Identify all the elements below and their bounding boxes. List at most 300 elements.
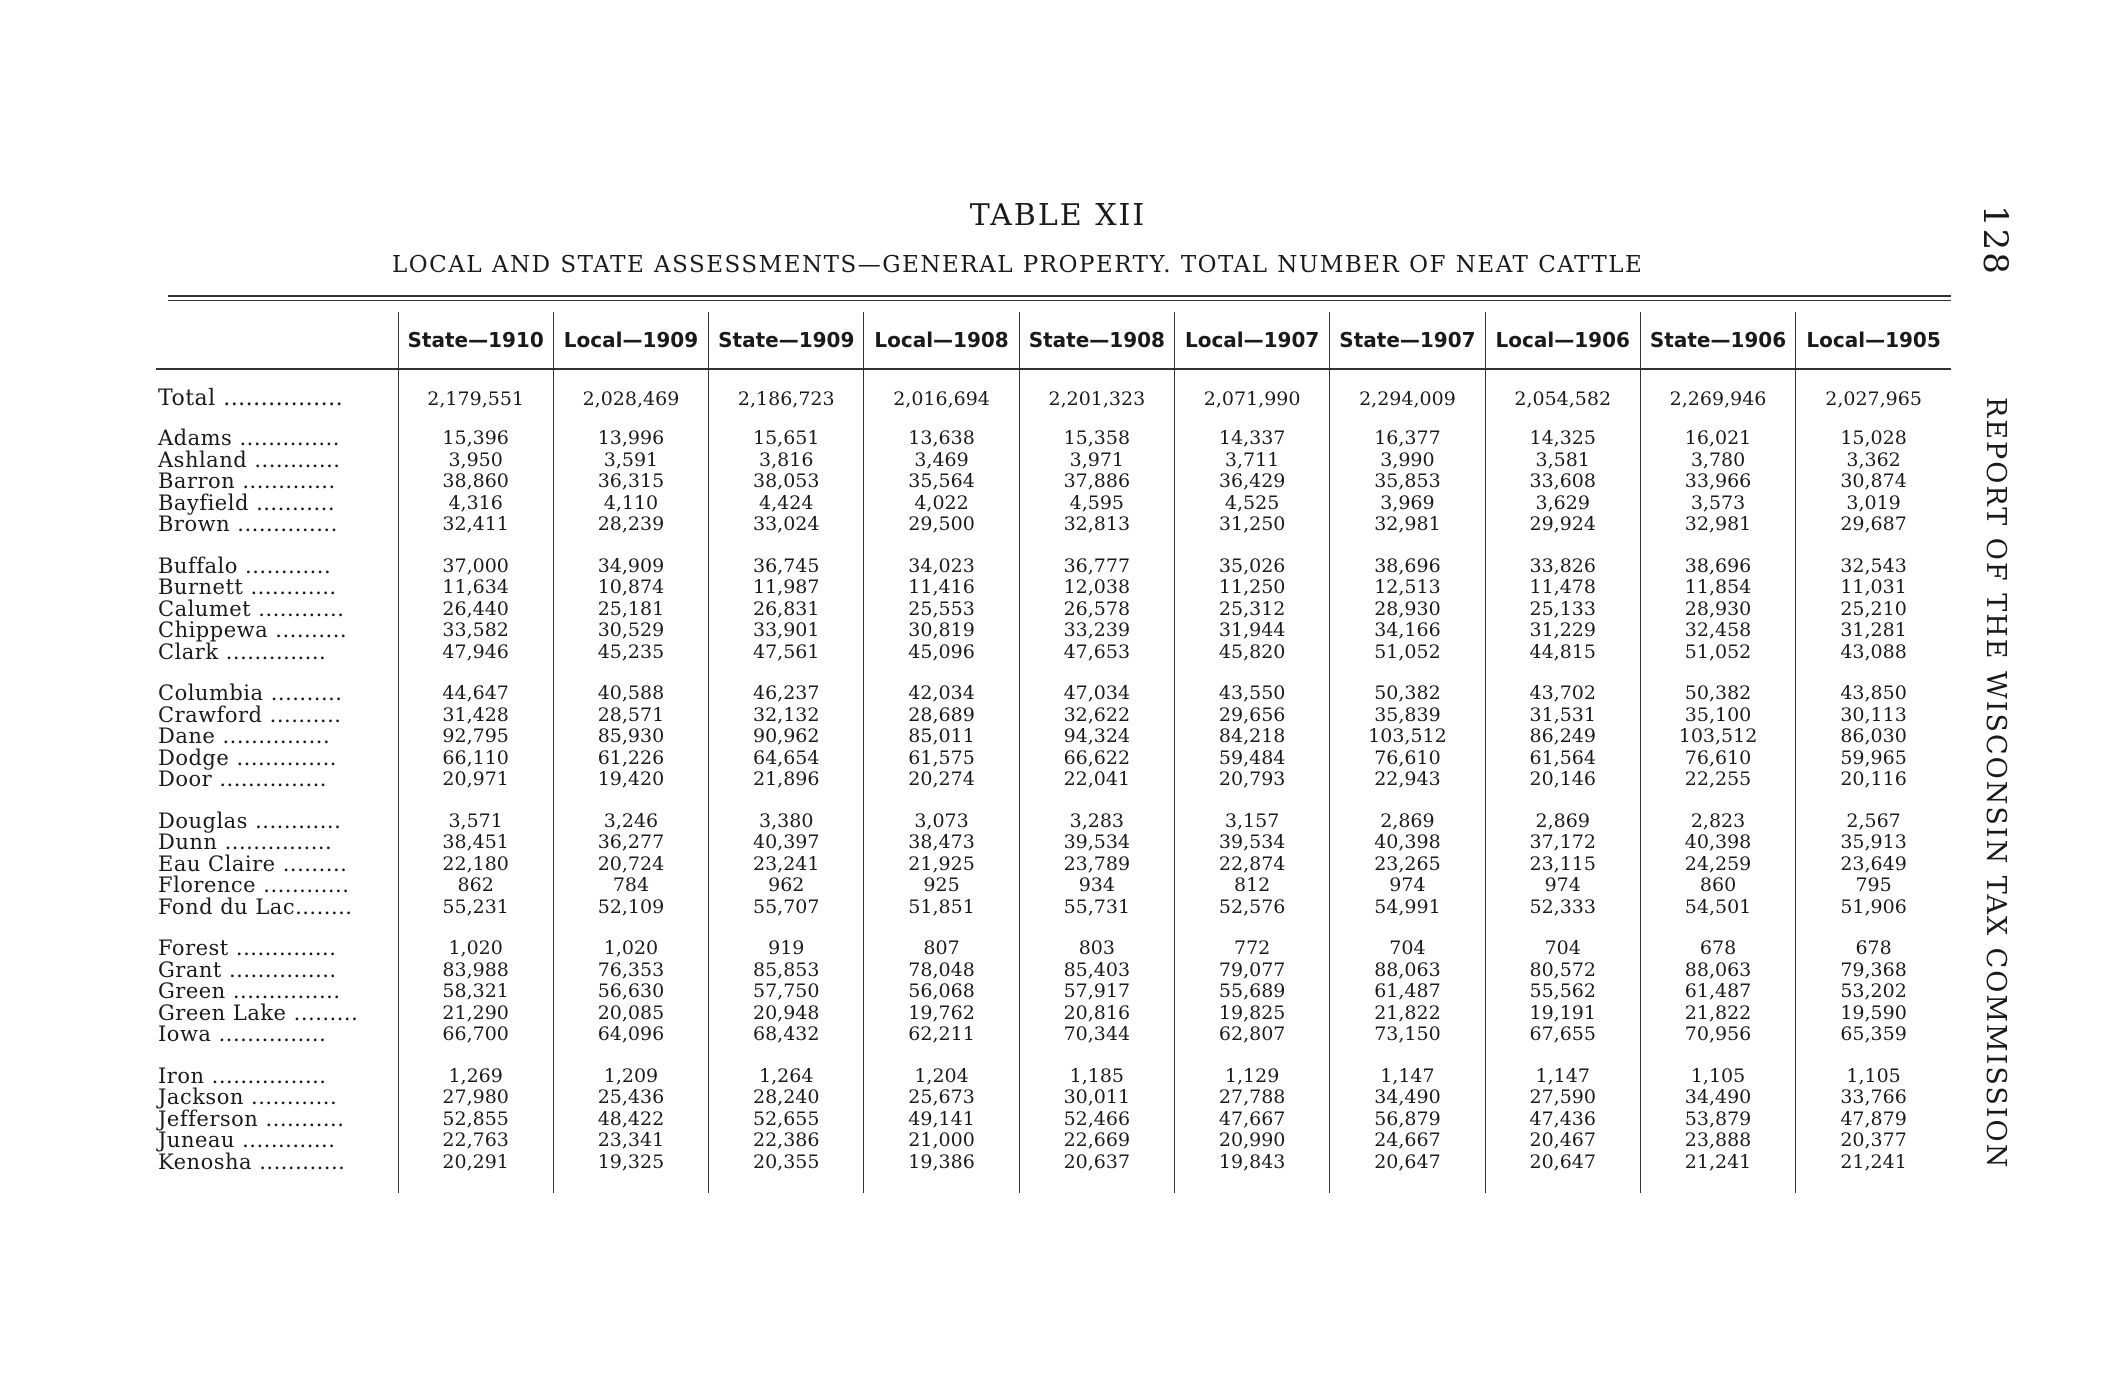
- cell-value: 31,281: [1796, 620, 1951, 642]
- spacer-cell: [1330, 791, 1485, 811]
- cell-value: 1,129: [1174, 1066, 1329, 1088]
- cell-value: 86,030: [1796, 726, 1951, 748]
- page-number: 128: [1975, 205, 2015, 276]
- county-name: Columbia ..........: [158, 681, 343, 705]
- cell-value: 3,571: [398, 811, 553, 833]
- cell-value: 11,031: [1796, 577, 1951, 599]
- table-row: [156, 577, 1951, 599]
- group-spacer: [156, 1046, 1951, 1066]
- cell-value: 14,337: [1174, 428, 1329, 450]
- column-header: Local—1908: [864, 312, 1019, 369]
- cell-value: 33,901: [709, 620, 864, 642]
- spacer-cell: [1485, 918, 1640, 938]
- cell-value: 803: [1019, 938, 1174, 960]
- cell-value: 2,201,323: [1019, 369, 1174, 428]
- cell-value: 11,854: [1640, 577, 1795, 599]
- cell-value: 21,241: [1796, 1152, 1951, 1174]
- cell-value: 13,996: [553, 428, 708, 450]
- cell-value: 90,962: [709, 726, 864, 748]
- cell-value: 11,416: [864, 577, 1019, 599]
- county-name: Crawford ..........: [158, 702, 342, 727]
- cell-value: 50,382: [1330, 683, 1485, 705]
- spacer-cell: [1485, 791, 1640, 811]
- cell-value: 65,359: [1796, 1024, 1951, 1046]
- county-name: Jackson ............: [158, 1085, 338, 1109]
- spacer-cell: [1019, 791, 1174, 811]
- cell-value: 2,823: [1640, 811, 1795, 833]
- cell-value: 925: [864, 875, 1019, 897]
- cell-value: 40,398: [1640, 832, 1795, 854]
- cell-value: 85,853: [709, 960, 864, 982]
- cell-value: 3,971: [1019, 450, 1174, 472]
- cell-value: 21,896: [709, 769, 864, 791]
- cell-value: 103,512: [1330, 726, 1485, 748]
- top-rule: [168, 295, 1951, 297]
- cell-value: 43,850: [1796, 683, 1951, 705]
- cell-value: 32,981: [1330, 514, 1485, 536]
- cell-value: 19,191: [1485, 1003, 1640, 1025]
- cell-value: 22,255: [1640, 769, 1795, 791]
- spacer-cell: [553, 536, 708, 556]
- cell-value: 58,321: [398, 981, 553, 1003]
- cell-value: 13,638: [864, 428, 1019, 450]
- cell-value: 1,264: [709, 1066, 864, 1088]
- cell-value: 3,573: [1640, 493, 1795, 515]
- cell-value: 23,789: [1019, 854, 1174, 876]
- cell-value: 3,950: [398, 450, 553, 472]
- cell-value: 23,341: [553, 1130, 708, 1152]
- spacer-cell: [864, 791, 1019, 811]
- cell-value: 36,777: [1019, 556, 1174, 578]
- cell-value: 2,179,551: [398, 369, 553, 428]
- spacer-cell: [156, 918, 398, 938]
- column-header: State—1908: [1019, 312, 1174, 369]
- spacer-cell: [709, 1046, 864, 1066]
- spacer-cell: [1174, 1046, 1329, 1066]
- cell-value: 24,259: [1640, 854, 1795, 876]
- cell-value: 76,610: [1640, 748, 1795, 770]
- table-row: [156, 642, 1951, 664]
- cell-value: 11,478: [1485, 577, 1640, 599]
- cell-value: 772: [1174, 938, 1329, 960]
- spacer-cell: [709, 663, 864, 683]
- table-row: [156, 471, 1951, 493]
- cell-value: 84,218: [1174, 726, 1329, 748]
- spacer-cell: [709, 1173, 864, 1193]
- cell-value: 21,925: [864, 854, 1019, 876]
- county-name: Eau Claire .........: [158, 851, 348, 876]
- table-row: [156, 811, 1951, 833]
- cell-value: 20,291: [398, 1152, 553, 1174]
- cell-value: 20,724: [553, 854, 708, 876]
- cell-value: 25,673: [864, 1087, 1019, 1109]
- cell-value: 57,750: [709, 981, 864, 1003]
- cell-value: 26,578: [1019, 599, 1174, 621]
- cell-value: 53,879: [1640, 1109, 1795, 1131]
- county-name: Adams ..............: [158, 426, 340, 450]
- cell-value: 38,696: [1330, 556, 1485, 578]
- cell-value: 22,943: [1330, 769, 1485, 791]
- header-county: [156, 312, 398, 369]
- column-header: Local—1906: [1485, 312, 1640, 369]
- cell-value: 3,629: [1485, 493, 1640, 515]
- cell-value: 79,077: [1174, 960, 1329, 982]
- cell-value: 47,034: [1019, 683, 1174, 705]
- cell-value: 3,157: [1174, 811, 1329, 833]
- cell-value: 19,762: [864, 1003, 1019, 1025]
- cell-value: 4,110: [553, 493, 708, 515]
- cell-value: 20,467: [1485, 1130, 1640, 1152]
- cell-value: 32,543: [1796, 556, 1951, 578]
- cell-value: 55,231: [398, 897, 553, 919]
- spacer-cell: [1640, 918, 1795, 938]
- cell-value: 45,096: [864, 642, 1019, 664]
- cell-value: 33,966: [1640, 471, 1795, 493]
- table-row: [156, 981, 1951, 1003]
- cell-value: 35,100: [1640, 705, 1795, 727]
- cell-value: 31,531: [1485, 705, 1640, 727]
- cell-value: 1,020: [553, 938, 708, 960]
- cell-value: 974: [1330, 875, 1485, 897]
- cell-value: 3,581: [1485, 450, 1640, 472]
- cell-value: 36,429: [1174, 471, 1329, 493]
- county-name: Calumet ............: [158, 596, 345, 621]
- cell-value: 1,105: [1640, 1066, 1795, 1088]
- cell-value: 3,969: [1330, 493, 1485, 515]
- cell-value: 49,141: [864, 1109, 1019, 1131]
- cell-value: 19,590: [1796, 1003, 1951, 1025]
- cell-value: 30,874: [1796, 471, 1951, 493]
- spacer-cell: [1640, 1046, 1795, 1066]
- spacer-cell: [864, 918, 1019, 938]
- cell-value: 784: [553, 875, 708, 897]
- cell-value: 3,246: [553, 811, 708, 833]
- table-row: [156, 1109, 1951, 1131]
- cell-value: 807: [864, 938, 1019, 960]
- cell-value: 28,239: [553, 514, 708, 536]
- cell-value: 21,241: [1640, 1152, 1795, 1174]
- cell-value: 21,290: [398, 1003, 553, 1025]
- spacer-cell: [1796, 791, 1951, 811]
- cell-value: 19,825: [1174, 1003, 1329, 1025]
- cell-value: 66,700: [398, 1024, 553, 1046]
- spacer-cell: [398, 536, 553, 556]
- cell-value: 56,068: [864, 981, 1019, 1003]
- cell-value: 88,063: [1330, 960, 1485, 982]
- cell-value: 86,249: [1485, 726, 1640, 748]
- cell-value: 22,180: [398, 854, 553, 876]
- cell-value: 22,669: [1019, 1130, 1174, 1152]
- cell-value: 2,027,965: [1796, 369, 1951, 428]
- table-subtitle: LOCAL AND STATE ASSESSMENTS—GENERAL PROPERTY. TOTAL NUMBER OF NEAT CATTLE: [392, 252, 1644, 278]
- column-header: Local—1909: [553, 312, 708, 369]
- county-name: Florence ............: [158, 873, 350, 897]
- cell-value: 2,294,009: [1330, 369, 1485, 428]
- table-row: [156, 450, 1951, 472]
- table-row: [156, 875, 1951, 897]
- cell-value: 66,622: [1019, 748, 1174, 770]
- cell-value: 37,172: [1485, 832, 1640, 854]
- cell-value: 92,795: [398, 726, 553, 748]
- table-row: [156, 832, 1951, 854]
- spacer-cell: [1330, 918, 1485, 938]
- cell-value: 36,277: [553, 832, 708, 854]
- cell-value: 20,146: [1485, 769, 1640, 791]
- table-row: [156, 599, 1951, 621]
- cell-value: 20,990: [1174, 1130, 1329, 1152]
- spacer-cell: [398, 791, 553, 811]
- spacer-cell: [398, 663, 553, 683]
- cell-value: 52,655: [709, 1109, 864, 1131]
- cell-value: 30,011: [1019, 1087, 1174, 1109]
- cell-value: 3,283: [1019, 811, 1174, 833]
- spacer-cell: [553, 663, 708, 683]
- cell-value: 15,396: [398, 428, 553, 450]
- cell-value: 85,930: [553, 726, 708, 748]
- column-header: Local—1907: [1174, 312, 1329, 369]
- cell-value: 26,831: [709, 599, 864, 621]
- cell-value: 66,110: [398, 748, 553, 770]
- cell-value: 20,085: [553, 1003, 708, 1025]
- cell-value: 3,711: [1174, 450, 1329, 472]
- county-name: Jefferson ...........: [158, 1106, 345, 1131]
- cell-value: 83,988: [398, 960, 553, 982]
- table-row: [156, 428, 1951, 450]
- cell-value: 23,241: [709, 854, 864, 876]
- cell-value: 52,333: [1485, 897, 1640, 919]
- cell-value: 25,181: [553, 599, 708, 621]
- cell-value: 22,041: [1019, 769, 1174, 791]
- county-name: Door ...............: [158, 767, 327, 791]
- cell-value: 31,428: [398, 705, 553, 727]
- cell-value: 3,073: [864, 811, 1019, 833]
- cell-value: 1,020: [398, 938, 553, 960]
- spacer-cell: [1796, 918, 1951, 938]
- group-spacer: [156, 791, 1951, 811]
- cell-value: 678: [1796, 938, 1951, 960]
- cell-value: 38,696: [1640, 556, 1795, 578]
- cell-value: 704: [1330, 938, 1485, 960]
- spacer-cell: [156, 663, 398, 683]
- cell-value: 55,562: [1485, 981, 1640, 1003]
- cell-value: 33,024: [709, 514, 864, 536]
- spacer-cell: [709, 918, 864, 938]
- cell-value: 35,853: [1330, 471, 1485, 493]
- cell-value: 56,879: [1330, 1109, 1485, 1131]
- cell-value: 678: [1640, 938, 1795, 960]
- cell-value: 19,843: [1174, 1152, 1329, 1174]
- county-name: Grant ...............: [158, 957, 337, 982]
- cell-value: 30,819: [864, 620, 1019, 642]
- cell-value: 2,028,469: [553, 369, 708, 428]
- county-name: Buffalo ............: [158, 553, 332, 578]
- cell-value: 85,403: [1019, 960, 1174, 982]
- cell-value: 4,424: [709, 493, 864, 515]
- cell-value: 20,377: [1796, 1130, 1951, 1152]
- cell-value: 33,826: [1485, 556, 1640, 578]
- header-row: [156, 312, 1951, 369]
- county-name: Fond du Lac........: [158, 894, 353, 919]
- table-row: [156, 620, 1951, 642]
- cell-value: 73,150: [1330, 1024, 1485, 1046]
- cell-value: 24,667: [1330, 1130, 1485, 1152]
- spacer-cell: [398, 918, 553, 938]
- county-name: Clark ..............: [158, 639, 327, 664]
- cell-value: 33,608: [1485, 471, 1640, 493]
- cell-value: 2,186,723: [709, 369, 864, 428]
- cell-value: 61,564: [1485, 748, 1640, 770]
- column-header: State—1906: [1640, 312, 1795, 369]
- spacer-cell: [1330, 1173, 1485, 1193]
- cell-value: 19,420: [553, 769, 708, 791]
- table-row: [156, 769, 1951, 791]
- spacer-cell: [864, 663, 1019, 683]
- table-row: [156, 705, 1951, 727]
- cell-value: 20,647: [1485, 1152, 1640, 1174]
- cell-value: 47,946: [398, 642, 553, 664]
- group-spacer: [156, 663, 1951, 683]
- cell-value: 27,788: [1174, 1087, 1329, 1109]
- cell-value: 64,654: [709, 748, 864, 770]
- spacer-cell: [398, 1046, 553, 1066]
- spacer-cell: [553, 1173, 708, 1193]
- cell-value: 38,860: [398, 471, 553, 493]
- spacer-cell: [1485, 1046, 1640, 1066]
- cell-value: 48,422: [553, 1109, 708, 1131]
- cell-value: 20,816: [1019, 1003, 1174, 1025]
- spacer-cell: [1019, 1046, 1174, 1066]
- cell-value: 70,344: [1019, 1024, 1174, 1046]
- cell-value: 42,034: [864, 683, 1019, 705]
- table-row: [156, 556, 1951, 578]
- cell-value: 36,315: [553, 471, 708, 493]
- spacer-cell: [1485, 536, 1640, 556]
- cell-value: 56,630: [553, 981, 708, 1003]
- spacer-cell: [709, 791, 864, 811]
- cell-value: 85,011: [864, 726, 1019, 748]
- table-row: [156, 938, 1951, 960]
- cell-value: 3,780: [1640, 450, 1795, 472]
- cell-value: 10,874: [553, 577, 708, 599]
- cell-value: 919: [709, 938, 864, 960]
- cell-value: 33,239: [1019, 620, 1174, 642]
- cell-value: 2,071,990: [1174, 369, 1329, 428]
- cell-value: 27,980: [398, 1087, 553, 1109]
- cell-value: 35,839: [1330, 705, 1485, 727]
- cell-value: 45,820: [1174, 642, 1329, 664]
- cell-value: 31,229: [1485, 620, 1640, 642]
- cell-value: 22,386: [709, 1130, 864, 1152]
- cell-value: 53,202: [1796, 981, 1951, 1003]
- county-name: Barron .............: [158, 469, 336, 493]
- cell-value: 19,325: [553, 1152, 708, 1174]
- cell-value: 812: [1174, 875, 1329, 897]
- cell-value: 16,377: [1330, 428, 1485, 450]
- column-header: State—1910: [398, 312, 553, 369]
- cell-value: 3,469: [864, 450, 1019, 472]
- cell-value: 34,490: [1330, 1087, 1485, 1109]
- cell-value: 47,653: [1019, 642, 1174, 664]
- cell-value: 61,487: [1330, 981, 1485, 1003]
- county-name: Dunn ...............: [158, 830, 333, 854]
- cell-value: 35,564: [864, 471, 1019, 493]
- cell-value: 3,380: [709, 811, 864, 833]
- cell-value: 34,166: [1330, 620, 1485, 642]
- cell-value: 30,113: [1796, 705, 1951, 727]
- cell-value: 36,745: [709, 556, 864, 578]
- cell-value: 23,649: [1796, 854, 1951, 876]
- cell-value: 19,386: [864, 1152, 1019, 1174]
- running-head: [1955, 205, 2015, 1169]
- county-name: Chippewa ..........: [158, 618, 348, 642]
- spacer-cell: [1019, 918, 1174, 938]
- group-spacer: [156, 536, 1951, 556]
- cell-value: 20,637: [1019, 1152, 1174, 1174]
- cell-value: 20,355: [709, 1152, 864, 1174]
- cell-value: 20,971: [398, 769, 553, 791]
- cell-value: 28,689: [864, 705, 1019, 727]
- table-row: [156, 493, 1951, 515]
- cell-value: 28,930: [1330, 599, 1485, 621]
- cell-value: 29,500: [864, 514, 1019, 536]
- column-header: State—1907: [1330, 312, 1485, 369]
- cell-value: 37,886: [1019, 471, 1174, 493]
- cell-value: 51,052: [1330, 642, 1485, 664]
- cell-value: 80,572: [1485, 960, 1640, 982]
- cell-value: 88,063: [1640, 960, 1795, 982]
- cell-value: 27,590: [1485, 1087, 1640, 1109]
- spacer-cell: [1796, 536, 1951, 556]
- county-name: Green ...............: [158, 979, 341, 1003]
- cell-value: 33,766: [1796, 1087, 1951, 1109]
- county-name: Ashland ............: [158, 447, 341, 472]
- cell-value: 28,930: [1640, 599, 1795, 621]
- cell-value: 3,019: [1796, 493, 1951, 515]
- total-label: Total ................: [158, 386, 344, 411]
- cell-value: 62,807: [1174, 1024, 1329, 1046]
- table-row: [156, 1024, 1951, 1046]
- top-rule-2: [168, 300, 1951, 301]
- group-spacer: [156, 1173, 1951, 1193]
- county-name: Douglas ............: [158, 808, 342, 833]
- cell-value: 35,913: [1796, 832, 1951, 854]
- cell-value: 23,265: [1330, 854, 1485, 876]
- spacer-cell: [864, 1173, 1019, 1193]
- cell-value: 34,909: [553, 556, 708, 578]
- cell-value: 14,325: [1485, 428, 1640, 450]
- table-row: [156, 1087, 1951, 1109]
- cell-value: 1,209: [553, 1066, 708, 1088]
- cell-value: 39,534: [1174, 832, 1329, 854]
- cell-value: 28,571: [553, 705, 708, 727]
- cell-value: 962: [709, 875, 864, 897]
- spacer-cell: [1330, 1046, 1485, 1066]
- cell-value: 50,382: [1640, 683, 1795, 705]
- county-name: Dane ...............: [158, 724, 331, 748]
- cell-value: 1,147: [1330, 1066, 1485, 1088]
- cell-value: 20,647: [1330, 1152, 1485, 1174]
- spacer-cell: [1174, 536, 1329, 556]
- cell-value: 3,591: [553, 450, 708, 472]
- cell-value: 62,211: [864, 1024, 1019, 1046]
- table-row: [156, 1130, 1951, 1152]
- spacer-cell: [1796, 1046, 1951, 1066]
- county-name: Iron ................: [158, 1063, 327, 1088]
- cell-value: 22,763: [398, 1130, 553, 1152]
- cell-value: 43,550: [1174, 683, 1329, 705]
- cell-value: 38,451: [398, 832, 553, 854]
- cell-value: 76,610: [1330, 748, 1485, 770]
